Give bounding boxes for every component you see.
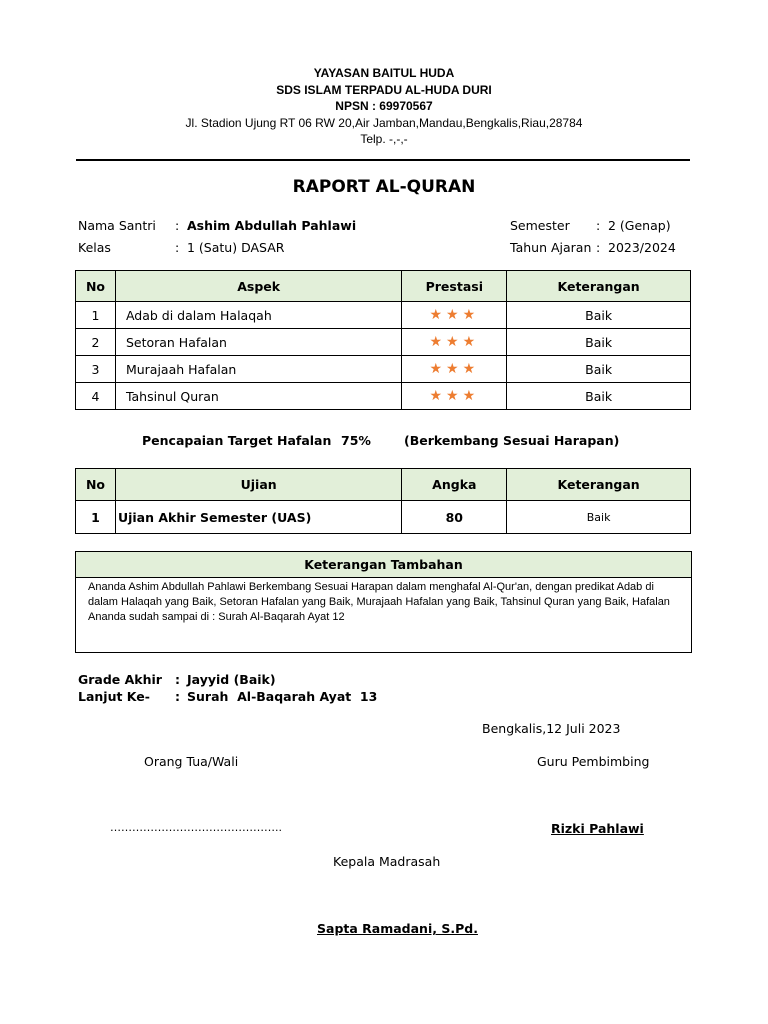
- col-header-keterangan: Keterangan: [507, 469, 691, 501]
- header-divider: [76, 159, 690, 161]
- year-value: 2023/2024: [608, 240, 676, 255]
- exam-table: [75, 468, 691, 534]
- report-title: RAPORT AL-QURAN: [292, 177, 476, 197]
- student-name: Ashim Abdullah Pahlawi: [187, 218, 357, 233]
- student-name-label: Nama Santri: [78, 218, 156, 233]
- row-keterangan: Baik: [507, 383, 691, 410]
- colon: :: [175, 672, 180, 687]
- col-header-prestasi: Prestasi: [402, 271, 507, 302]
- row-keterangan: Baik: [507, 356, 691, 383]
- target-description: (Berkembang Sesuai Harapan): [404, 433, 620, 448]
- notes-text: Ananda Ashim Abdullah Pahlawi Berkembang Sesuai Harapan dalam menghafal Al-Qur'an, dengan predikat Adab di dalam Halaqah yang Baik, Setoran Hafalan yang Baik, Murajaah Hafalan yang Baik, Tahsinul Quran yang Baik, Hafalan Ananda sudah sampai di : Surah Al-Baqarah Ayat 12: [88, 581, 670, 623]
- parent-signature-line: ………………………………………..: [110, 821, 282, 834]
- foundation-name: YAYASAN BAITUL HUDA: [313, 66, 455, 80]
- colon: :: [596, 240, 601, 255]
- target-label: Pencapaian Target Hafalan: [142, 433, 332, 448]
- star-rating: ★★★: [402, 329, 507, 356]
- school-npsn: NPSN : 69970567: [335, 99, 433, 113]
- col-header-ujian: Ujian: [115, 469, 401, 501]
- class-label: Kelas: [78, 240, 111, 255]
- next-value: Surah Al-Baqarah Ayat 13: [187, 689, 378, 704]
- colon: :: [596, 218, 601, 233]
- semester-value: 2 (Genap): [608, 218, 671, 233]
- col-header-keterangan: Keterangan: [507, 271, 691, 302]
- school-address: Jl. Stadion Ujung RT 06 RW 20,Air Jamban,Mandau,Bengkalis,Riau,28784: [185, 116, 583, 130]
- table-row: [76, 383, 691, 410]
- row-no: 4: [76, 383, 116, 410]
- teacher-name: Rizki Pahlawi: [551, 821, 644, 836]
- grade-value: Jayyid (Baik): [187, 672, 276, 687]
- school-phone: Telp. -,-,-: [360, 132, 408, 146]
- row-no: 3: [76, 356, 116, 383]
- class-value: 1 (Satu) DASAR: [187, 240, 285, 255]
- col-header-no: No: [76, 469, 116, 501]
- notes-title: Keterangan Tambahan: [76, 552, 691, 578]
- table-row: [76, 302, 691, 329]
- star-rating: ★★★: [402, 302, 507, 329]
- exam-score: 80: [402, 501, 507, 534]
- row-aspek: Setoran Hafalan: [115, 329, 401, 356]
- row-keterangan: Baik: [507, 302, 691, 329]
- exam-header-row: [76, 469, 691, 501]
- row-aspek: Tahsinul Quran: [115, 383, 401, 410]
- row-no: 1: [76, 302, 116, 329]
- col-header-no: No: [76, 271, 116, 302]
- year-label: Tahun Ajaran: [510, 240, 592, 255]
- notes-box: [75, 551, 692, 653]
- grade-label: Grade Akhir: [78, 672, 162, 687]
- exam-no: 1: [76, 501, 116, 534]
- colon: :: [175, 240, 180, 255]
- next-label: Lanjut Ke-: [78, 689, 150, 704]
- head-label: Kepala Madrasah: [333, 854, 441, 869]
- table-row: [76, 329, 691, 356]
- row-no: 2: [76, 329, 116, 356]
- star-rating: ★★★: [402, 383, 507, 410]
- row-aspek: Murajaah Hafalan: [115, 356, 401, 383]
- exam-name: Ujian Akhir Semester (UAS): [115, 501, 401, 534]
- teacher-label: Guru Pembimbing: [537, 754, 650, 769]
- star-rating: ★★★: [402, 356, 507, 383]
- target-value: 75%: [341, 433, 371, 448]
- colon: :: [175, 218, 180, 233]
- table-row: [76, 356, 691, 383]
- aspects-table: [75, 270, 691, 410]
- aspects-header-row: [76, 271, 691, 302]
- semester-label: Semester: [510, 218, 570, 233]
- parent-label: Orang Tua/Wali: [144, 754, 239, 769]
- school-name: SDS ISLAM TERPADU AL-HUDA DURI: [276, 83, 492, 97]
- place-date: Bengkalis,12 Juli 2023: [482, 721, 621, 736]
- col-header-aspek: Aspek: [115, 271, 401, 302]
- colon: :: [175, 689, 180, 704]
- exam-keterangan: Baik: [507, 501, 691, 534]
- row-keterangan: Baik: [507, 329, 691, 356]
- head-name: Sapta Ramadani, S.Pd.: [317, 921, 478, 936]
- table-row: [76, 501, 691, 534]
- col-header-angka: Angka: [402, 469, 507, 501]
- row-aspek: Adab di dalam Halaqah: [115, 302, 401, 329]
